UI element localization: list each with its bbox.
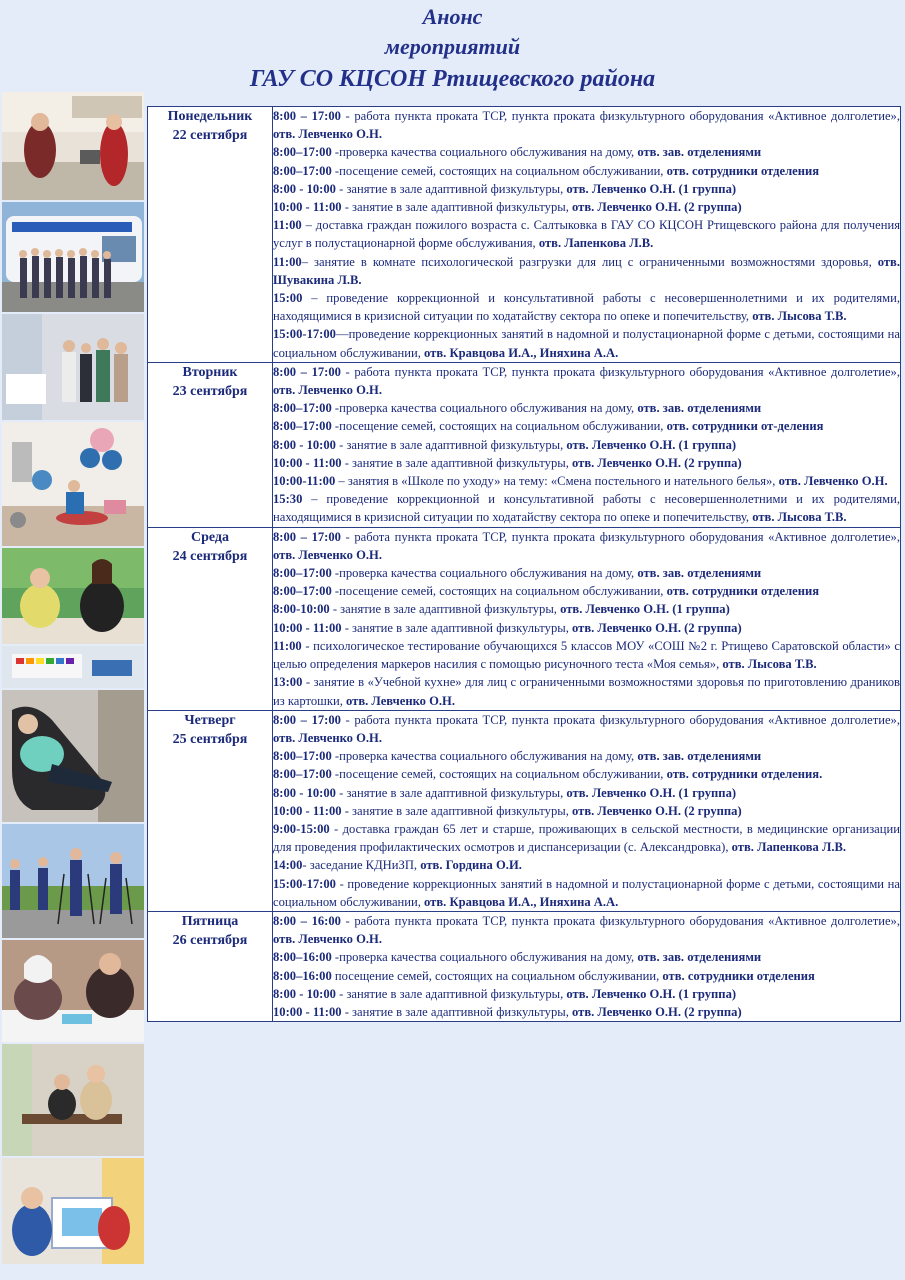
day-cell — [148, 911, 273, 1021]
event-time: 11:00 — [273, 638, 302, 653]
event-responsible: отв. Кравцова И.А., Иняхина А.А. — [420, 894, 619, 909]
day-name: Понедельник — [167, 109, 253, 124]
day-date: 24 сентября — [172, 548, 248, 564]
event-time: 13:00 — [273, 675, 303, 690]
event-time: 14:00 — [273, 858, 303, 873]
event-item — [273, 600, 900, 618]
event-responsible: отв. сотрудники отделения. — [663, 767, 823, 782]
day-row — [148, 107, 901, 363]
event-time: 15:30 — [273, 492, 303, 507]
event-time: 15:00 — [273, 291, 303, 306]
event-time: 10:00 - 11:00 — [273, 803, 342, 818]
schedule-table — [147, 106, 901, 1022]
event-description: - занятие в зале адаптивной физкультуры, — [341, 1004, 569, 1019]
event-responsible: отв. Левченко О.Н. — [273, 383, 382, 398]
event-description: - работа пункта проката ТСР, пункта проката физкультурного оборудования «Активное долголетие», — [340, 529, 900, 544]
day-name: Среда — [190, 529, 229, 545]
event-time: 8:00 - 10:00 — [273, 986, 336, 1001]
event-description: - проведение коррекционных занятий в надомной и полустационарной форме с детьми, состоящими на социальном обслуживании, — [273, 876, 900, 909]
event-description: - работа пункта проката ТСР, пункта проката физкультурного оборудования «Активное долголетие», — [340, 712, 900, 727]
event-item — [273, 143, 900, 161]
event-responsible: отв. сотрудники отделения — [663, 163, 820, 178]
event-time: 10:00 - 11:00 — [273, 200, 342, 215]
event-description: - занятие в зале адаптивной физкультуры, — [341, 620, 569, 635]
event-item — [273, 180, 900, 198]
event-item — [273, 564, 900, 582]
event-item — [273, 802, 900, 820]
event-time: 8:00–17:00 — [273, 767, 332, 782]
event-description: —проведение коррекционных занятий в надомной и полустационарной форме с детьми, состоящими на социальном обслуживании, — [273, 327, 900, 360]
nordic-walking-photo — [2, 824, 144, 938]
event-item — [273, 490, 900, 526]
event-time: 10:00 - 11:00 — [273, 1004, 342, 1019]
event-item — [273, 875, 900, 911]
event-description: – доставка граждан пожилого возраста с. Салтыковка в ГАУ СО КЦСОН Ртищевского района для получения услуг в полустационарной форме обслуживания, — [273, 218, 900, 251]
event-description: - психологическое тестирование обучающихся 5 классов МОУ «СОШ №2 г. Ртищево Саратовской области» с целью определения маркеров насилия с помощью рисуночного теста «Моя семья», — [273, 638, 900, 672]
ward-visit-photo — [2, 314, 144, 420]
event-description: - работа пункта проката ТСР, пункта проката физкультурного оборудования «Активное долголетие», — [340, 364, 900, 379]
event-responsible: отв. зав. отделениями — [634, 401, 762, 416]
event-responsible: отв. Левченко О.Н. (1 группа) — [563, 986, 737, 1001]
event-item — [273, 528, 900, 564]
event-item — [273, 765, 900, 783]
paints-photo — [2, 646, 144, 688]
event-description: -посещение семей, состоящих на социальном обслуживании, — [331, 584, 664, 599]
event-item — [273, 784, 900, 802]
event-item — [273, 967, 900, 985]
day-row — [148, 362, 901, 527]
day-date: 25 сентября — [172, 731, 248, 747]
event-responsible: отв. Левченко О.Н. (1 группа) — [556, 602, 730, 617]
event-description: - заседание КДНиЗП, — [302, 858, 418, 873]
event-item — [273, 985, 900, 1003]
event-responsible: отв. Левченко О.Н. — [273, 547, 382, 562]
event-description: - занятие в зале адаптивной физкультуры, — [341, 455, 569, 470]
event-description: – занятия в «Школе по уходу» на тему: «Смена постельного и нательного белья», — [335, 474, 776, 489]
event-responsible: отв. Левченко О.Н. — [342, 693, 456, 708]
event-time: 9:00-15:00 — [273, 821, 330, 836]
event-time: 8:00–17:00 — [273, 584, 332, 599]
kitchen-photo — [2, 92, 144, 200]
event-description: - работа пункта проката ТСР, пункта проката физкультурного оборудования «Активное долголетие», — [340, 109, 900, 123]
event-responsible: отв. Лысова Т.В. — [749, 309, 847, 324]
event-item — [273, 216, 900, 252]
event-item — [273, 107, 900, 143]
event-responsible: отв. Левченко О.Н. (2 группа) — [568, 455, 742, 470]
consultation-photo — [2, 1044, 144, 1156]
event-description: - занятие в зале адаптивной физкультуры, — [335, 986, 564, 1001]
day-cell — [148, 107, 273, 363]
event-description: посещение семей, состоящих на социальном обслуживании, — [331, 968, 660, 983]
event-time: 10:00 - 11:00 — [273, 455, 342, 470]
event-time: 8:00 – 17:00 — [273, 364, 341, 379]
event-time: 8:00 – 16:00 — [273, 913, 341, 928]
event-time: 11:00 — [273, 254, 302, 269]
event-time: 11:00 — [273, 218, 302, 233]
day-name: Вторник — [182, 364, 238, 380]
event-responsible: отв. зав. отделениями — [634, 145, 762, 160]
event-description: - занятие в зале адаптивной физкультуры, — [341, 200, 569, 215]
event-responsible: отв. Лысова Т.В. — [719, 657, 817, 672]
event-item — [273, 820, 900, 856]
event-item — [273, 711, 900, 747]
event-responsible: отв. зав. отделениями — [634, 950, 762, 965]
event-time: 10:00-11:00 — [273, 474, 336, 489]
day-date: 23 сентября — [172, 383, 248, 399]
craft-photo — [2, 548, 144, 644]
event-description: -посещение семей, состоящих на социальном обслуживании, — [331, 163, 664, 178]
event-description: - доставка граждан 65 лет и старше, проживающих в сельской местности, в медицинские организации для проведения профилактических осмотров и диспансеризации (с. Александровка), — [273, 821, 900, 855]
event-description: -проверка качества социального обслуживания на дому, — [331, 749, 635, 764]
day-date: 26 сентября — [172, 932, 248, 948]
event-responsible: отв. Левченко О.Н. (1 группа) — [563, 181, 737, 196]
event-time: 8:00–16:00 — [273, 950, 332, 965]
event-responsible: отв. Лысова Т.В. — [749, 510, 847, 525]
day-cell — [148, 710, 273, 911]
title-line-3: ГАУ СО КЦСОН Ртищевского района — [249, 66, 656, 92]
event-time: 8:00 - 10:00 — [273, 785, 336, 800]
events-cell — [273, 107, 901, 363]
event-item — [273, 417, 900, 435]
event-responsible: отв. сотрудники от-деления — [663, 419, 824, 434]
event-item — [273, 253, 900, 289]
event-item — [273, 399, 900, 417]
event-item — [273, 198, 900, 216]
event-item — [273, 162, 900, 180]
event-time: 8:00–17:00 — [273, 419, 332, 434]
event-item — [273, 325, 900, 361]
event-time: 10:00 - 11:00 — [273, 620, 342, 635]
event-time: 8:00-10:00 — [273, 602, 330, 617]
event-item — [273, 454, 900, 472]
event-description: – проведение коррекционной и консультативной работы с несовершеннолетними и их родителями, находящимися в кризисной ситуации по ходатайству сектора по опеке и попечительству, — [273, 291, 900, 324]
title-line-2: мероприятий — [384, 34, 521, 59]
event-item — [273, 747, 900, 765]
event-description: -проверка качества социального обслуживания на дому, — [331, 401, 635, 416]
event-responsible: отв. Лапенкова Л.В. — [728, 840, 847, 855]
event-time: 8:00 – 17:00 — [273, 712, 341, 727]
day-cell — [148, 527, 273, 710]
event-responsible: отв. Левченко О.Н. (2 группа) — [568, 803, 742, 818]
event-responsible: отв. Левченко О.Н. (2 группа) — [568, 620, 742, 635]
event-responsible: отв. Левченко О.Н. — [273, 127, 382, 142]
event-responsible: отв. Левченко О.Н. (2 группа) — [568, 200, 742, 215]
event-responsible: отв. Левченко О.Н. (1 группа) — [563, 785, 737, 800]
event-description: - занятие в зале адаптивной физкультуры, — [335, 437, 564, 452]
event-item — [273, 582, 900, 600]
event-responsible: отв. Лапенкова Л.В. — [535, 236, 654, 251]
event-time: 8:00 - 10:00 — [273, 437, 336, 452]
event-time: 8:00–17:00 — [273, 401, 332, 416]
day-date: 22 сентября — [172, 128, 248, 143]
massage-chair-photo — [2, 690, 144, 822]
event-time: 8:00–16:00 — [273, 968, 332, 983]
photo-column — [2, 92, 144, 1264]
event-description: - занятие в зале адаптивной физкультуры, — [329, 602, 557, 617]
event-responsible: отв. Гордина О.И. — [417, 858, 522, 873]
gym-exercise-photo — [2, 422, 144, 546]
event-responsible: отв. зав. отделениями — [634, 566, 762, 581]
event-time: 8:00 - 10:00 — [273, 181, 336, 196]
events-cell — [273, 527, 901, 710]
event-description: – занятие в комнате психологической разгрузки для лиц с ограниченными возможностями здоровья, — [301, 254, 872, 269]
day-name: Четверг — [184, 712, 236, 728]
event-item — [273, 856, 900, 874]
event-responsible: отв. Левченко О.Н. (1 группа) — [563, 437, 737, 452]
beading-photo — [2, 940, 144, 1042]
event-item — [273, 912, 900, 948]
event-time: 15:00-17:00 — [273, 327, 336, 342]
event-time: 8:00–17:00 — [273, 145, 332, 160]
event-description: -посещение семей, состоящих на социальном обслуживании, — [331, 419, 664, 434]
day-row — [148, 710, 901, 911]
event-item — [273, 637, 900, 673]
bus-group-photo — [2, 202, 144, 312]
event-item — [273, 948, 900, 966]
events-cell — [273, 911, 901, 1021]
event-responsible: отв. Левченко О.Н. (2 группа) — [568, 1004, 742, 1019]
event-description: - работа пункта проката ТСР, пункта проката физкультурного оборудования «Активное долголетие», — [340, 913, 900, 928]
event-item — [273, 363, 900, 399]
event-description: -посещение семей, состоящих на социальном обслуживании, — [331, 767, 664, 782]
event-responsible: отв. сотрудники отделения — [663, 584, 820, 599]
event-item — [273, 472, 900, 490]
title-line-1: Анонс — [422, 4, 483, 29]
event-responsible: отв. Левченко О.Н. — [273, 730, 382, 745]
day-cell — [148, 362, 273, 527]
event-time: 8:00 – 17:00 — [273, 109, 341, 123]
event-description: -проверка качества социального обслуживания на дому, — [331, 145, 635, 160]
event-description: – проведение коррекционной и консультативной работы с несовершеннолетними и их родителями, находящимися в кризисной ситуации по ходатайству сектора по опеке и попечительству, — [273, 492, 900, 525]
events-cell — [273, 710, 901, 911]
event-description: -проверка качества социального обслуживания на дому, — [331, 950, 635, 965]
event-description: - занятие в «Учебной кухне» для лиц с ограниченными возможностями здоровья по приготовлению драников из картошки, — [273, 675, 900, 708]
event-time: 8:00–17:00 — [273, 749, 332, 764]
event-item — [273, 436, 900, 454]
event-description: -проверка качества социального обслуживания на дому, — [331, 566, 635, 581]
announcement-header — [0, 0, 905, 102]
event-responsible: отв. сотрудники отделения — [659, 968, 815, 983]
day-row — [148, 911, 901, 1021]
event-item — [273, 1003, 900, 1021]
event-time: 8:00 – 17:00 — [273, 529, 341, 544]
day-name: Пятница — [181, 913, 239, 929]
event-responsible: отв. зав. отделениями — [634, 749, 762, 764]
day-row — [148, 527, 901, 710]
events-cell — [273, 362, 901, 527]
event-item — [273, 673, 900, 709]
event-item — [273, 619, 900, 637]
event-responsible: отв. Кравцова И.А., Иняхина А.А. — [420, 345, 619, 360]
event-time: 8:00–17:00 — [273, 566, 332, 581]
event-time: 15:00-17:00 — [273, 876, 336, 891]
event-responsible: отв. Шувакина Л.В. — [273, 254, 901, 287]
event-time: 8:00–17:00 — [273, 163, 332, 178]
event-description: - занятие в зале адаптивной физкультуры, — [335, 181, 564, 196]
event-responsible: отв. Левченко О.Н. — [273, 932, 382, 947]
event-responsible: отв. Левченко О.Н. — [775, 474, 888, 489]
child-play-photo — [2, 1158, 144, 1264]
event-description: - занятие в зале адаптивной физкультуры, — [341, 803, 569, 818]
event-item — [273, 289, 900, 325]
event-description: - занятие в зале адаптивной физкультуры, — [335, 785, 564, 800]
